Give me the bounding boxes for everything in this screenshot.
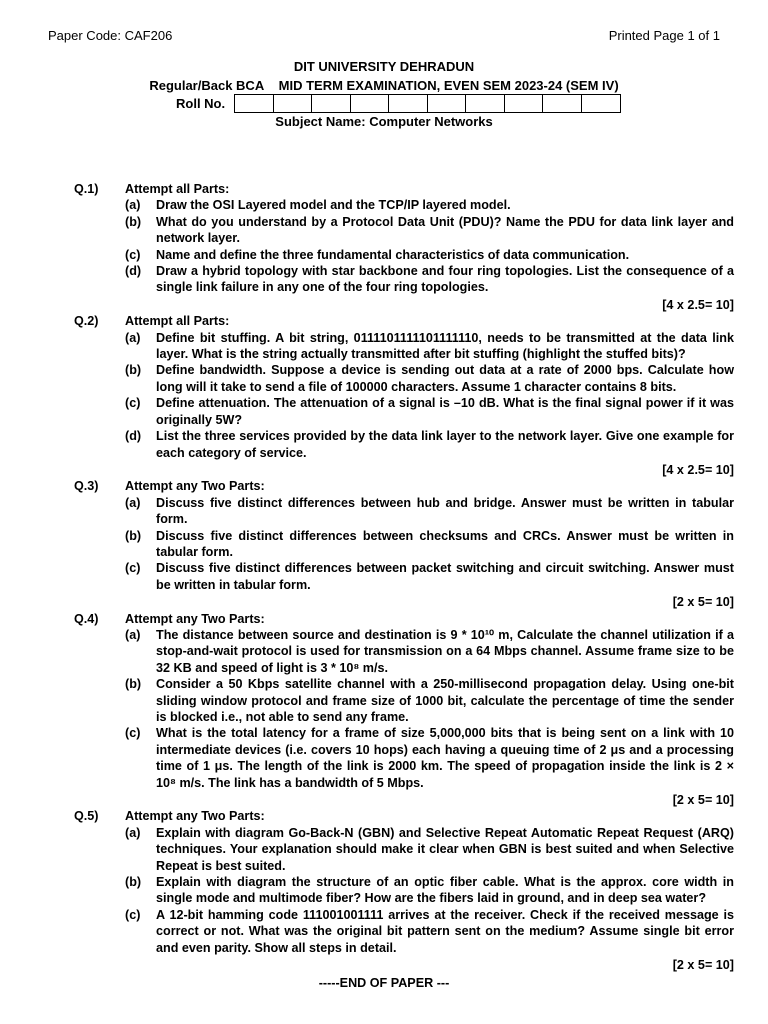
- question-part: [0, 263, 768, 296]
- question-part: [0, 197, 768, 213]
- part-label: (a): [125, 330, 141, 345]
- part-label: (a): [125, 198, 141, 213]
- part-text: The distance between source and destination is 9 * 10¹⁰ m, Calculate the channel utilization if a stop-and-wait protocol is used for transmission on a 64 Mbps channel. Assume frame size to be 32 KB and speed of light is 3 * 10⁸ m/s.: [156, 627, 734, 675]
- part-text: Consider a 50 Kbps satellite channel with a 250-millisecond propagation delay. Using one-bit sliding window protocol and frame size of 1000 bit, calculate the percentage of time the sender is blocked i.e., not able to send any frame.: [156, 677, 734, 724]
- part-label: (d): [125, 429, 142, 444]
- question-block: [0, 478, 768, 610]
- part-text: List the three services provided by the data link layer to the network layer. Give one example for each category of service.: [156, 429, 734, 460]
- question-header: [0, 313, 768, 329]
- exam-heading: [0, 78, 768, 93]
- roll-box: [505, 95, 544, 112]
- question-part: [0, 528, 768, 561]
- question-list: [0, 181, 768, 991]
- roll-box: [274, 95, 313, 112]
- part-text: Define bandwidth. Suppose a device is sending out data at a rate of 2000 bps. Calculate how long will it take to send a file of 100000 characters. Assume 1 character contains 8 bits.: [156, 363, 734, 394]
- question-part: [0, 874, 768, 907]
- part-label: (c): [125, 726, 141, 741]
- question-part: [0, 907, 768, 956]
- roll-box: [582, 95, 621, 112]
- question-number: Q.2): [74, 314, 99, 329]
- question-block: [0, 313, 768, 478]
- university-name: DIT UNIVERSITY DEHRADUN: [293, 59, 475, 74]
- question-number: Q.3): [74, 479, 99, 494]
- question-block: [0, 611, 768, 809]
- question-block: [0, 808, 768, 973]
- part-label: (b): [125, 363, 142, 378]
- question-part: [0, 495, 768, 528]
- question-part: [0, 330, 768, 363]
- part-label: (c): [125, 247, 141, 262]
- roll-box: [543, 95, 582, 112]
- part-label: (d): [125, 264, 142, 279]
- roll-box: [235, 95, 274, 112]
- part-text: Draw a hybrid topology with star backbone and four ring topologies. List the consequence of a single link failure in any one of the four ring topologies.: [156, 264, 734, 295]
- part-text: Draw the OSI Layered model and the TCP/IP layered model.: [156, 198, 511, 213]
- marks-distribution: [4 x 2.5= 10]: [662, 462, 734, 477]
- printed-page: Printed Page 1 of 1: [608, 28, 720, 43]
- question-header: [0, 478, 768, 494]
- exam-type: Regular/Back BCA: [149, 78, 265, 93]
- question-part: [0, 825, 768, 874]
- roll-box: [389, 95, 428, 112]
- part-label: (c): [125, 396, 141, 411]
- question-instruction: Attempt any Two Parts:: [125, 479, 265, 494]
- part-label: (a): [125, 495, 141, 510]
- part-text: Explain with diagram Go-Back-N (GBN) and Selective Repeat Automatic Repeat Request (ARQ) techniques. Your explanation should make it clear when GBN is best suited and when Selective Repeat is best suited.: [156, 825, 734, 873]
- part-label: (b): [125, 214, 142, 229]
- end-of-paper: -----END OF PAPER ---: [318, 975, 450, 990]
- question-part: [0, 247, 768, 263]
- part-label: (c): [125, 907, 141, 922]
- question-part: [0, 214, 768, 247]
- part-text: Discuss five distinct differences between packet switching and circuit switching. Answer must be written in tabular form.: [156, 561, 734, 592]
- subject-name: Subject Name: Computer Networks: [275, 114, 493, 129]
- part-text: Define bit stuffing. A bit string, 0111101111101111110, needs to be transmitted at the data link layer. What is the string actually transmitted after bit stuffing (highlight the stuffed bits)?: [156, 330, 734, 362]
- question-number: Q.1): [74, 182, 99, 196]
- part-text: Name and define the three fundamental characteristics of data communication.: [156, 247, 630, 262]
- part-label: (b): [125, 677, 142, 692]
- paper-code: Paper Code: CAF206: [48, 28, 173, 43]
- part-text: Discuss five distinct differences between hub and bridge. Answer must be written in tabular form.: [156, 495, 734, 527]
- part-label: (a): [125, 627, 141, 642]
- roll-box: [428, 95, 467, 112]
- marks-distribution: [2 x 5= 10]: [672, 793, 734, 808]
- part-text: Discuss five distinct differences between checksums and CRCs. Answer must be written in tabular form.: [156, 528, 734, 559]
- marks-distribution: [2 x 5= 10]: [672, 595, 734, 610]
- question-part: [0, 395, 768, 428]
- part-text: Define attenuation. The attenuation of a signal is –10 dB. What is the final signal power if it was originally 5W?: [156, 396, 734, 427]
- part-text: What is the total latency for a frame of size 5,000,000 bits that is being sent on a link with 10 intermediate devices (i.e. covers 10 hops) each having a queuing time of 2 μs and a processing time of 1 μs. The length of the link is 2000 km. The speed of propagation inside the link is 2 × 10⁸ m/s. The link has a bandwidth of 5 Mbps.: [156, 726, 734, 790]
- part-text: What do you understand by a Protocol Data Unit (PDU)? Name the PDU for data link layer and network layer.: [156, 214, 734, 246]
- part-label: (b): [125, 875, 142, 890]
- question-part: [0, 362, 768, 395]
- roll-box: [351, 95, 390, 112]
- question-part: [0, 676, 768, 725]
- question-instruction: Attempt any Two Parts:: [125, 611, 265, 626]
- part-label: (c): [125, 561, 141, 576]
- marks-distribution: [2 x 5= 10]: [672, 958, 734, 973]
- roll-number-row: [176, 94, 621, 113]
- question-part: [0, 725, 768, 791]
- question-header: [0, 181, 768, 197]
- question-block: [0, 181, 768, 313]
- part-label: (b): [125, 528, 142, 543]
- question-number: Q.5): [74, 809, 99, 824]
- question-header: [0, 611, 768, 627]
- question-part: [0, 428, 768, 461]
- question-instruction: Attempt any Two Parts:: [125, 809, 265, 824]
- roll-label: Roll No.: [176, 96, 226, 111]
- part-label: (a): [125, 825, 141, 840]
- roll-box: [466, 95, 505, 112]
- question-part: [0, 627, 768, 676]
- question-part: [0, 560, 768, 593]
- question-header: [0, 808, 768, 824]
- marks-distribution: [4 x 2.5= 10]: [662, 297, 734, 312]
- part-text: A 12-bit hamming code 111001001111 arrives at the receiver. Check if the received message is correct or not. What was the original bit pattern sent on the medium? Assume single bit error and even parity. Show all steps in detail.: [156, 907, 734, 955]
- question-instruction: Attempt all Parts:: [125, 314, 230, 329]
- roll-box: [312, 95, 351, 112]
- question-number: Q.4): [74, 611, 99, 626]
- roll-number-boxes: [234, 94, 621, 113]
- part-text: Explain with diagram the structure of an optic fiber cable. What is the approx. core width in single mode and multimode fiber? How are the fibers laid in ground, and in deep sea water?: [156, 875, 734, 906]
- exam-title: MID TERM EXAMINATION, EVEN SEM 2023-24 (SEM IV): [278, 78, 619, 93]
- question-instruction: Attempt all Parts:: [125, 182, 230, 196]
